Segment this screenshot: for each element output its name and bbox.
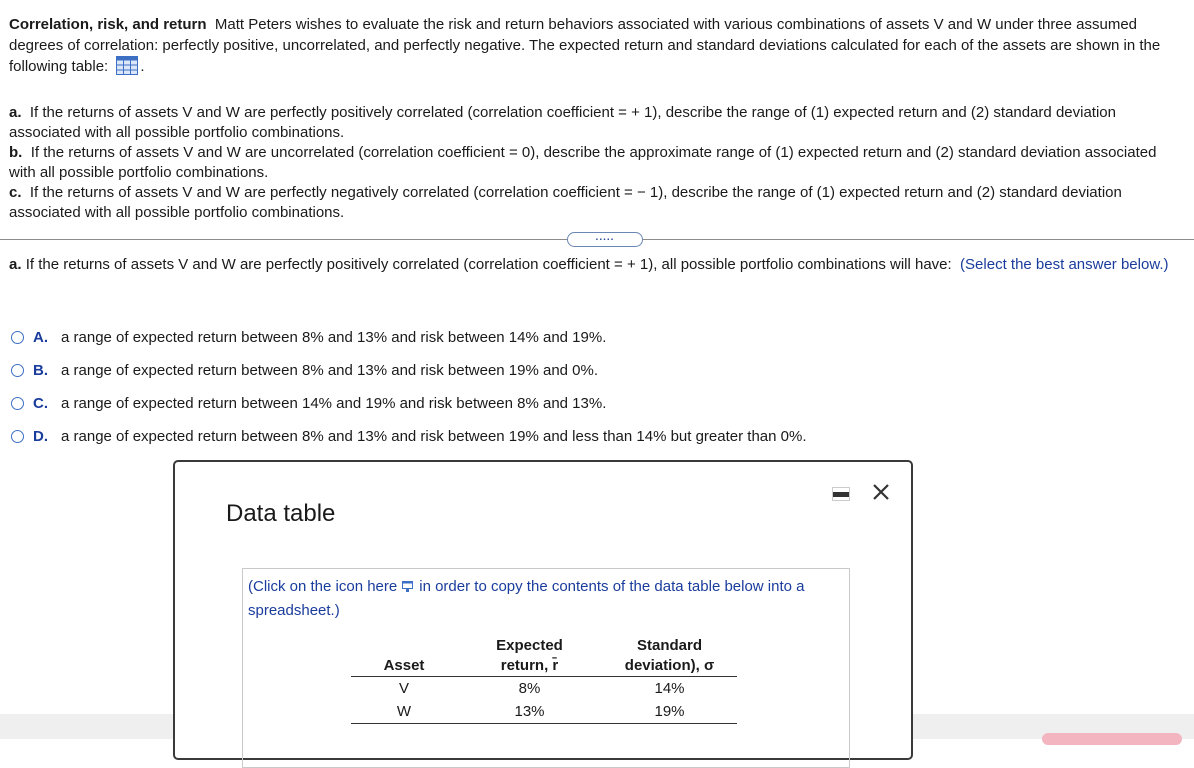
check-answer-button-partial[interactable]: [1042, 733, 1182, 745]
close-icon: [871, 482, 891, 502]
cell-standard-deviation: 14%: [654, 680, 685, 697]
expand-collapse-button[interactable]: .....: [567, 232, 643, 247]
table-row: [351, 677, 737, 701]
option-c-text: a range of expected return between 14% and 19% and risk between 8% and 13%.: [61, 395, 607, 412]
option-c[interactable]: C. a range of expected return between 14% and 19% and risk between 8% and 13%.: [11, 387, 807, 420]
option-a[interactable]: A. a range of expected return between 8% and 13% and risk between 14% and 19%.: [11, 321, 807, 354]
header-expected-return: Expected return, r̄: [496, 637, 563, 674]
cell-asset: W: [396, 703, 412, 720]
radio-option-c[interactable]: [11, 397, 24, 410]
copy-instruction: (Click on the icon here in order to copy the contents of the data table below into a spreadsheet.): [248, 578, 805, 619]
answer-options: [11, 321, 807, 453]
table-row: [351, 700, 737, 724]
part-b: b. If the returns of assets V and W are uncorrelated (correlation coefficient = 0), describe the approximate range of (1) expected return and (2) standard deviation associated with all possible portfolio combinations.: [9, 144, 1157, 181]
data-table-modal: [173, 460, 913, 760]
close-button[interactable]: [868, 480, 894, 506]
table-header-row: [351, 636, 737, 677]
option-d-text: a range of expected return between 8% and 13% and risk between 19% and less than 14% but greater than 0%.: [61, 428, 807, 445]
data-table-container: [242, 568, 850, 768]
option-b-text: a range of expected return between 8% and 13% and risk between 19% and 0%.: [61, 362, 599, 379]
radio-option-b[interactable]: [11, 364, 24, 377]
problem-parts: [9, 103, 1184, 223]
part-c: c. If the returns of assets V and W are perfectly negatively correlated (correlation coefficient = − 1), describe the range of (1) expected return and (2) standard deviation associated with all possible portfolio combinations.: [9, 184, 1122, 221]
cell-expected-return: 8%: [518, 680, 541, 697]
part-a: a. If the returns of assets V and W are perfectly positively correlated (correlation coefficient = + 1), describe the range of (1) expected return and (2) standard deviation associated with all possible portfolio combinations.: [9, 104, 1116, 141]
data-table: [351, 636, 737, 724]
minimize-button[interactable]: [829, 482, 853, 504]
option-d[interactable]: D. a range of expected return between 8% and 13% and risk between 19% and less than 14% but greater than 0%.: [11, 420, 807, 453]
question-a: [9, 254, 1184, 275]
problem-title: Correlation, risk, and return: [9, 16, 207, 33]
option-a-text: a range of expected return between 8% and 13% and risk between 14% and 19%.: [61, 329, 607, 346]
copy-to-spreadsheet-icon[interactable]: [401, 578, 415, 600]
modal-title: Data table: [226, 500, 336, 527]
question-letter: a.: [9, 256, 22, 273]
radio-option-d[interactable]: [11, 430, 24, 443]
question-instruction: (Select the best answer below.): [960, 256, 1169, 273]
question-text: If the returns of assets V and W are perfectly positively correlated (correlation coefficient = + 1), all possible portfolio combinations will have:: [25, 256, 952, 273]
header-standard-deviation: Standard deviation), σ: [624, 637, 715, 674]
cell-expected-return: 13%: [514, 703, 545, 720]
data-table-grid-icon[interactable]: [116, 56, 138, 81]
radio-option-a[interactable]: [11, 331, 24, 344]
minimize-icon: [829, 482, 853, 504]
problem-intro: Matt Peters wishes to evaluate the risk and return behaviors associated with various combinations of assets V and W under three assumed degrees of correlation: perfectly positive, uncorrelated, and perfectly negative. The expected return and standard deviations calculated for each of the assets are shown in the following table:: [9, 16, 1161, 75]
problem-statement: Correlation, risk, and return Matt Peters wishes to evaluate the risk and return behaviors associated with various combinations of assets V and W under three assumed degrees of correlation: perfectly positive, uncorrelated, and perfectly negative. The expected return and standard deviations calculated for each of the assets are shown in the following table: .: [9, 14, 1179, 81]
option-b[interactable]: B. a range of expected return between 8% and 13% and risk between 19% and 0%.: [11, 354, 807, 387]
cell-standard-deviation: 19%: [654, 703, 685, 720]
cell-asset: V: [398, 680, 409, 697]
header-asset: Asset: [383, 657, 425, 674]
